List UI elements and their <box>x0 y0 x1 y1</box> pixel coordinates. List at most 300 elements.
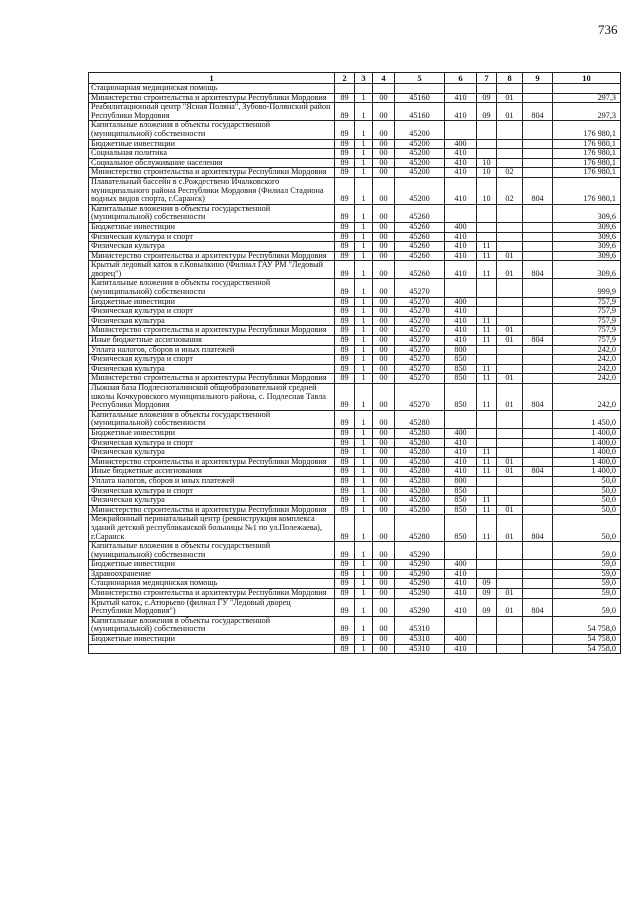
code-cell <box>523 93 553 103</box>
code-cell <box>497 222 523 232</box>
code-cell: 45290 <box>395 579 445 589</box>
amount-cell: 1 400,0 <box>553 448 621 458</box>
code-cell: 1 <box>355 496 373 506</box>
code-cell <box>523 242 553 252</box>
code-cell: 11 <box>477 336 497 346</box>
amount-cell: 1 400,0 <box>553 457 621 467</box>
code-cell <box>477 307 497 317</box>
code-cell <box>497 158 523 168</box>
row-name: Крытый ледовый каток в г.Ковылкино (Филиал ГАУ РМ "Ледовый дворец") <box>89 261 335 279</box>
code-cell: 00 <box>373 139 395 149</box>
row-name: Межрайонный перинатальный центр (реконструкция комплекса зданий детской республиканской больницы №1 по ул.Полежаева), г.Саранск <box>89 515 335 542</box>
code-cell <box>523 374 553 384</box>
code-cell: 00 <box>373 103 395 121</box>
code-cell: 02 <box>497 177 523 204</box>
code-cell: 45290 <box>395 598 445 616</box>
code-cell: 00 <box>373 496 395 506</box>
row-name: Капитальные вложения в объекты государственной (муниципальной) собственности <box>89 204 335 222</box>
code-cell: 89 <box>335 336 355 346</box>
table-row <box>89 158 621 168</box>
code-cell: 00 <box>373 297 395 307</box>
code-cell: 45280 <box>395 476 445 486</box>
amount-cell: 242,0 <box>553 374 621 384</box>
table-row <box>89 139 621 149</box>
code-cell: 09 <box>477 598 497 616</box>
code-cell: 89 <box>335 251 355 261</box>
code-cell: 850 <box>445 515 477 542</box>
amount-cell: 1 400,0 <box>553 438 621 448</box>
row-name: Министерство строительства и архитектуры Республики Мордовия <box>89 457 335 467</box>
code-cell: 11 <box>477 364 497 374</box>
code-cell: 89 <box>335 505 355 515</box>
table-row <box>89 644 621 654</box>
code-cell: 45260 <box>395 204 445 222</box>
code-cell: 1 <box>355 505 373 515</box>
code-cell <box>477 428 497 438</box>
code-cell: 804 <box>523 103 553 121</box>
column-header: 7 <box>477 73 497 84</box>
amount-cell: 242,0 <box>553 364 621 374</box>
code-cell: 11 <box>477 384 497 411</box>
code-cell: 00 <box>373 515 395 542</box>
row-name: Физическая культура <box>89 364 335 374</box>
code-cell: 45280 <box>395 410 445 428</box>
code-cell: 10 <box>477 158 497 168</box>
code-cell <box>523 297 553 307</box>
code-cell <box>497 635 523 645</box>
code-cell <box>477 355 497 365</box>
code-cell <box>477 279 497 297</box>
code-cell: 89 <box>335 589 355 599</box>
code-cell: 89 <box>335 448 355 458</box>
row-name: Физическая культура и спорт <box>89 232 335 242</box>
code-cell: 89 <box>335 560 355 570</box>
code-cell: 89 <box>335 438 355 448</box>
code-cell: 1 <box>355 297 373 307</box>
row-name: Стационарная медицинская помощь <box>89 579 335 589</box>
row-name: Физическая культура <box>89 496 335 506</box>
table-row <box>89 103 621 121</box>
row-name: Бюджетные инвестиции <box>89 222 335 232</box>
code-cell: 1 <box>355 486 373 496</box>
code-cell: 410 <box>445 336 477 346</box>
code-cell: 850 <box>445 496 477 506</box>
amount-cell: 757,9 <box>553 297 621 307</box>
code-cell <box>497 579 523 589</box>
code-cell: 1 <box>355 242 373 252</box>
code-cell <box>445 410 477 428</box>
row-name: Капитальные вложения в объекты государственной (муниципальной) собственности <box>89 616 335 634</box>
code-cell: 01 <box>497 336 523 346</box>
table-body <box>89 84 621 654</box>
code-cell: 850 <box>445 355 477 365</box>
code-cell: 00 <box>373 542 395 560</box>
code-cell: 09 <box>477 93 497 103</box>
code-cell <box>523 345 553 355</box>
amount-cell: 757,9 <box>553 307 621 317</box>
row-name: Министерство строительства и архитектуры Республики Мордовия <box>89 374 335 384</box>
code-cell: 45280 <box>395 496 445 506</box>
table-row <box>89 635 621 645</box>
amount-cell: 50,0 <box>553 515 621 542</box>
code-cell: 01 <box>497 598 523 616</box>
code-cell: 01 <box>497 589 523 599</box>
code-cell: 45280 <box>395 505 445 515</box>
code-cell: 00 <box>373 158 395 168</box>
code-cell: 410 <box>445 158 477 168</box>
code-cell: 410 <box>445 251 477 261</box>
budget-table <box>88 72 621 654</box>
code-cell: 00 <box>373 616 395 634</box>
code-cell: 89 <box>335 279 355 297</box>
code-cell <box>477 84 497 94</box>
code-cell <box>523 168 553 178</box>
page-number: 736 <box>598 22 618 37</box>
table-row <box>89 448 621 458</box>
code-cell: 400 <box>445 297 477 307</box>
row-name: Министерство строительства и архитектуры Республики Мордовия <box>89 326 335 336</box>
code-cell <box>497 297 523 307</box>
table-row <box>89 428 621 438</box>
code-cell: 00 <box>373 560 395 570</box>
code-cell <box>497 428 523 438</box>
code-cell: 01 <box>497 505 523 515</box>
table-row <box>89 232 621 242</box>
code-cell: 804 <box>523 467 553 477</box>
code-cell: 89 <box>335 261 355 279</box>
code-cell <box>523 158 553 168</box>
code-cell: 1 <box>355 279 373 297</box>
amount-cell: 59,0 <box>553 560 621 570</box>
code-cell <box>523 560 553 570</box>
code-cell <box>497 279 523 297</box>
amount-cell: 297,3 <box>553 93 621 103</box>
code-cell: 800 <box>445 345 477 355</box>
code-cell: 11 <box>477 261 497 279</box>
table-row <box>89 261 621 279</box>
code-cell: 00 <box>373 345 395 355</box>
row-name: Социальное обслуживание населения <box>89 158 335 168</box>
code-cell: 1 <box>355 476 373 486</box>
code-cell <box>497 542 523 560</box>
code-cell: 89 <box>335 139 355 149</box>
code-cell: 00 <box>373 242 395 252</box>
code-cell <box>523 616 553 634</box>
row-name: Физическая культура <box>89 316 335 326</box>
table-row <box>89 307 621 317</box>
code-cell <box>523 222 553 232</box>
code-cell: 89 <box>335 222 355 232</box>
table-row <box>89 589 621 599</box>
code-cell: 1 <box>355 569 373 579</box>
code-cell <box>497 569 523 579</box>
code-cell: 89 <box>335 467 355 477</box>
code-cell: 1 <box>355 121 373 139</box>
code-cell: 89 <box>335 515 355 542</box>
code-cell: 410 <box>445 316 477 326</box>
code-cell: 01 <box>497 261 523 279</box>
code-cell <box>523 438 553 448</box>
column-header: 10 <box>553 73 621 84</box>
code-cell: 01 <box>497 457 523 467</box>
table-row <box>89 486 621 496</box>
code-cell: 45310 <box>395 635 445 645</box>
code-cell <box>477 139 497 149</box>
table-row <box>89 438 621 448</box>
code-cell <box>523 149 553 159</box>
code-cell: 89 <box>335 242 355 252</box>
code-cell: 410 <box>445 168 477 178</box>
row-name: Министерство строительства и архитектуры Республики Мордовия <box>89 589 335 599</box>
code-cell: 1 <box>355 204 373 222</box>
code-cell: 1 <box>355 261 373 279</box>
code-cell: 45270 <box>395 307 445 317</box>
code-cell: 89 <box>335 103 355 121</box>
code-cell <box>497 355 523 365</box>
code-cell: 1 <box>355 644 373 654</box>
row-name: Бюджетные инвестиции <box>89 139 335 149</box>
code-cell: 01 <box>497 384 523 411</box>
column-header: 4 <box>373 73 395 84</box>
table-row <box>89 374 621 384</box>
code-cell: 11 <box>477 374 497 384</box>
row-name: Физическая культура и спорт <box>89 438 335 448</box>
code-cell: 410 <box>445 589 477 599</box>
row-name: Иные бюджетные ассигнования <box>89 467 335 477</box>
code-cell: 850 <box>445 374 477 384</box>
table-row <box>89 222 621 232</box>
code-cell <box>477 121 497 139</box>
code-cell <box>523 121 553 139</box>
code-cell <box>477 222 497 232</box>
code-cell: 1 <box>355 355 373 365</box>
code-cell: 410 <box>445 569 477 579</box>
code-cell: 45270 <box>395 326 445 336</box>
code-cell: 11 <box>477 326 497 336</box>
amount-cell: 309,6 <box>553 232 621 242</box>
code-cell: 00 <box>373 569 395 579</box>
header-row <box>89 73 621 84</box>
row-name: Физическая культура и спорт <box>89 307 335 317</box>
code-cell: 89 <box>335 204 355 222</box>
code-cell: 45200 <box>395 168 445 178</box>
table-row <box>89 279 621 297</box>
code-cell <box>497 242 523 252</box>
row-name <box>89 644 335 654</box>
code-cell <box>445 121 477 139</box>
amount-cell: 242,0 <box>553 355 621 365</box>
code-cell <box>523 542 553 560</box>
table-row <box>89 93 621 103</box>
table-row <box>89 336 621 346</box>
amount-cell: 54 758,0 <box>553 644 621 654</box>
code-cell: 45290 <box>395 569 445 579</box>
code-cell: 1 <box>355 158 373 168</box>
code-cell <box>523 428 553 438</box>
amount-cell: 757,9 <box>553 326 621 336</box>
amount-cell: 242,0 <box>553 345 621 355</box>
code-cell <box>395 84 445 94</box>
code-cell: 45200 <box>395 139 445 149</box>
code-cell: 410 <box>445 261 477 279</box>
code-cell: 410 <box>445 149 477 159</box>
code-cell: 89 <box>335 355 355 365</box>
code-cell: 00 <box>373 364 395 374</box>
table-row <box>89 316 621 326</box>
table-row <box>89 177 621 204</box>
code-cell: 89 <box>335 410 355 428</box>
code-cell <box>523 139 553 149</box>
code-cell <box>477 149 497 159</box>
code-cell: 1 <box>355 448 373 458</box>
code-cell <box>477 486 497 496</box>
code-cell <box>497 84 523 94</box>
column-header: 5 <box>395 73 445 84</box>
code-cell <box>523 410 553 428</box>
code-cell <box>497 316 523 326</box>
code-cell <box>523 279 553 297</box>
code-cell: 850 <box>445 384 477 411</box>
row-name: Министерство строительства и архитектуры Республики Мордовия <box>89 505 335 515</box>
code-cell <box>523 579 553 589</box>
code-cell: 00 <box>373 476 395 486</box>
code-cell: 00 <box>373 204 395 222</box>
row-name: Плавательный бассейн в с.Рождествено Ичалковского муниципального района Республики Мордовия (Филиал Стадиона водных видов спорта, г.Саранск) <box>89 177 335 204</box>
code-cell: 45270 <box>395 297 445 307</box>
column-header: 3 <box>355 73 373 84</box>
code-cell <box>445 542 477 560</box>
code-cell: 400 <box>445 560 477 570</box>
code-cell <box>523 589 553 599</box>
code-cell: 804 <box>523 598 553 616</box>
code-cell: 45270 <box>395 345 445 355</box>
row-name: Крытый каток, с.Атюрьево (филиал ГУ "Ледовый дворец Республики Мордовия") <box>89 598 335 616</box>
amount-cell: 50,0 <box>553 486 621 496</box>
amount-cell: 176 980,1 <box>553 177 621 204</box>
code-cell: 45260 <box>395 251 445 261</box>
row-name: Министерство строительства и архитектуры Республики Мордовия <box>89 168 335 178</box>
code-cell: 45280 <box>395 515 445 542</box>
code-cell: 00 <box>373 635 395 645</box>
code-cell: 11 <box>477 496 497 506</box>
code-cell: 89 <box>335 384 355 411</box>
amount-cell: 309,6 <box>553 204 621 222</box>
code-cell: 1 <box>355 326 373 336</box>
table-row <box>89 616 621 634</box>
code-cell: 11 <box>477 457 497 467</box>
table-row <box>89 542 621 560</box>
row-name: Лыжная база Подлесноталинской общеобразовательной средней школы Кочкуровского муниципального района, с. Подлесная Тавла Республики Мордовия <box>89 384 335 411</box>
code-cell: 45160 <box>395 103 445 121</box>
code-cell: 00 <box>373 355 395 365</box>
code-cell: 89 <box>335 121 355 139</box>
code-cell: 1 <box>355 579 373 589</box>
code-cell <box>497 307 523 317</box>
code-cell: 89 <box>335 232 355 242</box>
table-row <box>89 579 621 589</box>
row-name: Социальная политика <box>89 149 335 159</box>
code-cell: 00 <box>373 251 395 261</box>
code-cell: 850 <box>445 486 477 496</box>
code-cell: 410 <box>445 438 477 448</box>
code-cell: 89 <box>335 158 355 168</box>
code-cell <box>477 476 497 486</box>
code-cell: 89 <box>335 93 355 103</box>
code-cell: 89 <box>335 345 355 355</box>
amount-cell <box>553 84 621 94</box>
code-cell: 1 <box>355 635 373 645</box>
code-cell: 45200 <box>395 158 445 168</box>
code-cell <box>497 410 523 428</box>
code-cell: 89 <box>335 316 355 326</box>
table-row <box>89 204 621 222</box>
code-cell <box>477 635 497 645</box>
code-cell: 45280 <box>395 428 445 438</box>
code-cell <box>477 297 497 307</box>
code-cell: 45290 <box>395 560 445 570</box>
column-header: 8 <box>497 73 523 84</box>
table-row <box>89 121 621 139</box>
table-row <box>89 364 621 374</box>
code-cell: 00 <box>373 326 395 336</box>
code-cell: 45200 <box>395 177 445 204</box>
amount-cell: 50,0 <box>553 505 621 515</box>
row-name: Уплата налогов, сборов и иных платежей <box>89 345 335 355</box>
code-cell: 09 <box>477 589 497 599</box>
code-cell: 410 <box>445 457 477 467</box>
code-cell: 1 <box>355 364 373 374</box>
code-cell <box>523 84 553 94</box>
code-cell: 09 <box>477 103 497 121</box>
code-cell <box>445 84 477 94</box>
code-cell: 45160 <box>395 93 445 103</box>
code-cell: 89 <box>335 616 355 634</box>
code-cell: 89 <box>335 644 355 654</box>
code-cell: 00 <box>373 428 395 438</box>
code-cell: 00 <box>373 448 395 458</box>
code-cell <box>445 279 477 297</box>
row-name: Иные бюджетные ассигнования <box>89 336 335 346</box>
row-name: Уплата налогов, сборов и иных платежей <box>89 476 335 486</box>
code-cell: 410 <box>445 103 477 121</box>
code-cell: 00 <box>373 505 395 515</box>
code-cell: 45310 <box>395 616 445 634</box>
code-cell: 00 <box>373 261 395 279</box>
code-cell: 1 <box>355 560 373 570</box>
code-cell <box>523 316 553 326</box>
code-cell <box>523 476 553 486</box>
code-cell: 1 <box>355 374 373 384</box>
row-name: Бюджетные инвестиции <box>89 635 335 645</box>
code-cell: 804 <box>523 384 553 411</box>
table-row <box>89 251 621 261</box>
amount-cell: 59,0 <box>553 589 621 599</box>
code-cell <box>355 84 373 94</box>
code-cell: 89 <box>335 542 355 560</box>
code-cell: 45200 <box>395 149 445 159</box>
amount-cell: 309,6 <box>553 242 621 252</box>
column-header: 6 <box>445 73 477 84</box>
code-cell: 00 <box>373 438 395 448</box>
code-cell: 09 <box>477 579 497 589</box>
code-cell: 400 <box>445 222 477 232</box>
code-cell: 1 <box>355 438 373 448</box>
code-cell <box>523 204 553 222</box>
table-row <box>89 560 621 570</box>
code-cell: 00 <box>373 336 395 346</box>
code-cell <box>523 232 553 242</box>
code-cell: 1 <box>355 139 373 149</box>
